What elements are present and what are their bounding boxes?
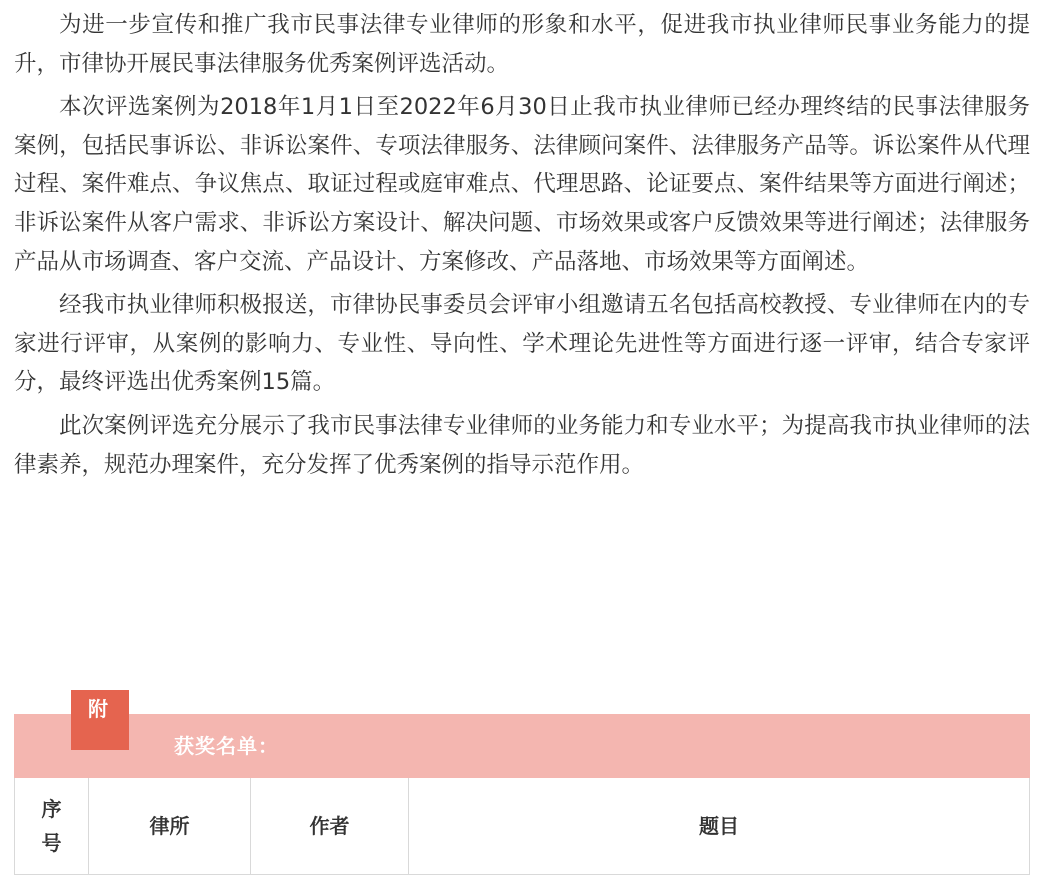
column-header-number xyxy=(15,778,89,875)
award-list-banner xyxy=(14,714,1030,778)
award-table xyxy=(14,778,1030,875)
column-header-number-label: 序号 xyxy=(41,797,62,855)
column-header-title: 题目 xyxy=(409,778,1030,875)
paragraph-intro: 为进一步宣传和推广我市民事法律专业律师的形象和水平，促进我市执业律师民事业务能力的提升，市律协开展民事法律服务优秀案例评选活动。 xyxy=(14,12,1030,77)
column-header-firm: 律所 xyxy=(89,778,251,875)
appendix-tag-label: 附 xyxy=(88,697,108,721)
article-body xyxy=(14,0,1030,484)
award-list-title: 获奖名单： xyxy=(174,734,279,758)
award-table-header-row xyxy=(15,778,1030,875)
paragraph-review: 经我市执业律师积极报送，市律协民事委员会评审小组邀请五名包括高校教授、专业律师在内的专家进行评审，从案例的影响力、专业性、导向性、学术理论先进性等方面进行逐一评审，结合专家评分，最终评选出优秀案例15篇。 xyxy=(14,292,1030,396)
appendix-tag xyxy=(71,690,129,750)
column-header-author: 作者 xyxy=(251,778,409,875)
paragraph-conclusion: 此次案例评选充分展示了我市民事法律专业律师的业务能力和专业水平；为提高我市执业律师的法律素养，规范办理案件，充分发挥了优秀案例的指导示范作用。 xyxy=(14,412,1030,478)
paragraph-scope: 本次评选案例为2018年1月1日至2022年6月30日止我市执业律师已经办理终结的民事法律服务案例，包括民事诉讼、非诉讼案件、专项法律服务、法律顾问案件、法律服务产品等。诉讼案件从代理过程、案件难点、争议焦点、取证过程或庭审难点、代理思路、论证要点、案件结果等方面进行阐述；非诉讼案件从客户需求、非诉讼方案设计、解决问题、市场效果或客户反馈效果等进行阐述；法律服务产品从市场调查、客户交流、产品设计、方案修改、产品落地、市场效果等方面阐述。 xyxy=(14,94,1030,275)
